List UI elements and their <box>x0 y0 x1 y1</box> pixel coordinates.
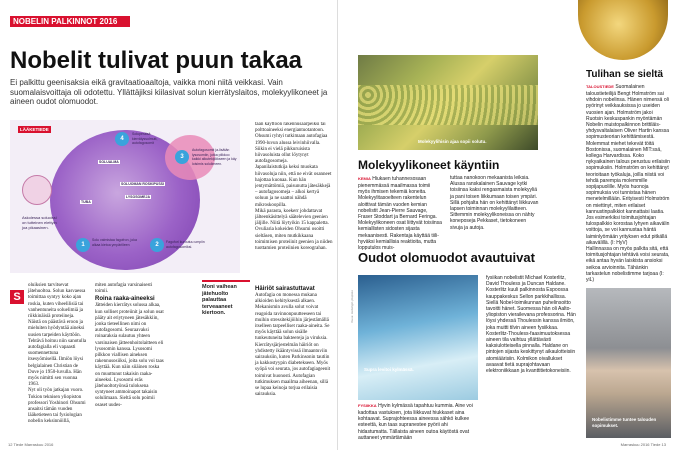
body-column-4 <box>255 285 333 398</box>
page-headline: Nobelit tulivat puun takaa <box>10 47 303 74</box>
section-header: NOBELIN PALKINNOT 2016 <box>10 16 130 27</box>
page-footer: Marraskuu 2016 Tiede 13 <box>620 442 666 447</box>
diagram-note: Soluperäisä kierrätyssolmutt, autofagosomit <box>132 132 158 145</box>
step-marker: 1 <box>76 238 90 252</box>
body-column-1 <box>28 283 88 426</box>
portrait-photo <box>586 288 671 438</box>
paragraph: Tehtävä hoituu niin sanotulla autofagialla eli vapaasti suomennettuna itsesyömisellä. Ilmiön löysi belgialainen Christian de Duve jo 1950-luvulla. Hän myös nimitti sen vuonna 1963. <box>28 338 87 388</box>
paragraph: Hyvin kylmässä tapahtuu kummia. Aine voi kadottaa vastuksen, jota liikkuvat hiukkaset aina kohtaavat. Suprajohteessa aineessa sähkö kulkee esteettä, kun taas supranestee pyörii ahi hidastumatta. Tällaista aineen outoa käytöstä ovat auttaneet ymmärtämään <box>358 403 473 441</box>
lead-paragraph: Ei palkittu geenisaksia eikä gravitaatioaaltoja, vaikka moni niitä veikkasi. Vain suomalaisvoittaja oli odotettu. Yllättäjiksi kiilasivat solun kierrätyslaitos, molekyylikoneet ja aineen oudot olomuodot. <box>10 78 328 106</box>
section2-column-2: fysiikan nobelistit Michael Kosterlitz, David Thouless ja Duncan Haldane. Kosterlitz kuuli palkinnosta Espoossa kauppakeskus Sellon parkkihallissa. Siellä Nobel-toimikunnan puhelinsoitto tavoitti hänet. Suomessa hän oli Aalto-yliopiston vierailevana professorina. Hän löysi yhdessä Thoulessin kanssa ilmiön, joka muitti tilvin aineen fysiikkaa. Kosterlitz-Thouless-faasimuutoksessa aineen tila vaihtuu yllättävästi kaksiulotteisella pinnalla. Haldane on pintojen sijasta keskittynyt aikaulotteisiin atomiäärisiin. Kolmikon oivallukset avaavat tietä suprajohtavaan elektroniikkaan ja kvanttitietokoneisiin. <box>486 275 576 375</box>
paragraph: Suomalainen taloustieteilijä Bengt Holmström sai vihdoin nobelinsa. Hänen nimensä oli pyörinyt veikkauksissa jo useiden vuosien ajan. Holmström jakoi Ruotsin keskuspankin myöntämän Nobelin muistopalkinnon brittiläis-yhdysvaltalaisen Oliver Hartin kanssa sopimusteorian kehittämisestä. Molemmat miehet tekevät töitä Bostonissa, suomalainen MIT:ssä, kollega Harvardissa. Koko nykyaikainen talous perustuu erilaisiin sopimuksiin. Holmström on kehittänyt teorioitaan työkaluja, joilla niistä voi tehdä parempia molemmille sopijapuolille. Myös huonoja sopimuksia voi tunnistaa hänen menetelmillään. Erityisesti Holmström on miettinyt, miten erilaiset kannustinpalkkiot kannattaisi laatia. Jos esimerkiksi toimitusjohtajan tulospalkkio korostaa lyhyen aikavälin voittoja, se voi kannustaa häntä laiminlyömään yrityksen edut pitkällä aikavälillä. (I: HyV) <box>586 84 670 246</box>
step-marker: 4 <box>115 132 129 146</box>
photo-caption: Molekyylihisin ajaa sopii solutu. <box>418 139 487 144</box>
paragraph: Nyt oli työn jatkajan vuoro. Tokion teknisen yliopiston professori Yoshinori Ohsumi ansaitsi tämän vuoden lääketieteen tai fysiologian nobelin keksinnöillä, <box>28 388 86 425</box>
side-article-title: Tulihan se sieltä <box>586 69 664 80</box>
diagram-note: Autofagosomit ja-lisätän lysosomiin, jotka pilkkoo kaikki alkutekijöikseen ja käy loisimis solulimeen. <box>192 148 237 166</box>
diagram-label: TUBA <box>81 200 91 204</box>
photo-caption: Supra levitoi kylmässä. <box>364 367 414 372</box>
body-column-3 <box>255 122 333 282</box>
small-cell-illustration <box>22 175 52 205</box>
section-tag: FYSIIKKA <box>358 403 377 408</box>
paragraph: Hiukaen tuhannesosaan pienemmässä maailmassa toimii myös ihmisen tekemiä koneita. Molekyylitasoelteen rakentelun aloittivat tämän vuoden kemian nobelistit Jean-Pierre Sauvage, Fraser Stoddart ja Bernard Feringa. Molekyylikoneen osat liittyvät toisiinsa kemiallisten sidosten sijasta mekaanisesti. Rakentaja käyttää tiili-hyväksi kemiallisia reaktioita, mutta lopputulos muis- <box>358 176 442 252</box>
step-marker: 2 <box>150 238 164 252</box>
paragraph: Ohsumi ryhtyi tutkimaan autofagiaa 1990-luvun alussa leivinhiivalla. Siikin ei vielä pikkuruisista hiivasoluista ollut löytynyt autofagosomeja. <box>255 134 328 165</box>
diagram-note: Fagofori kuroutuu umpiin autofagosomiksi. <box>166 240 205 249</box>
right-page <box>337 0 674 450</box>
photo-credit: Kuva: Helsingin yliopisto <box>350 290 354 323</box>
nobel-medal-image <box>578 0 668 60</box>
subheading: Häiriöt sairastuttavat <box>255 286 315 292</box>
diagram-tag: LÄÄKETIEDE <box>20 127 49 132</box>
paragraph: oluiksien tarvitsevat jätehuoltoa. Solun kasvaessa toimittaa syntyy koko ajan roskia, kuten viheelilisiä tai vanhentuneita soluelimiä ja riikkinäisiä proteiineja. Näistä on päästävä eroon ja mieluiten hyödyntää aineksi uusien tarpeiden käyttöön. <box>28 283 86 338</box>
levitation-photo <box>358 275 478 400</box>
body-column-2 <box>95 283 165 409</box>
paragraph: Hallinnassa on myös palkita sitä, että toimitusjohtajan tehtävä voisi seurata, eikä antaa hyvän laiskista ansioksi seikoa arvioinnita. Tähänkin tarkastelun nobelistimme tarjoaa (I: yiL) <box>586 246 670 283</box>
pull-quote: Moni vaihean jätehuolto palauttaa terveaaneet kiertoon. <box>202 280 250 317</box>
diagram-label: SOLUOMAN ROSKIPUSSI <box>121 182 164 186</box>
diagram-note: Solu valmistaa fagofron, joka alkaa kietoa ympärilleen <box>92 238 137 247</box>
section1-column-2: tuttaa nanokoon mekaanista leiksia. Alussa ranskalainen Sauvage kytki toisiinsa kaksi rengasmaista molekyyliä ja pani toisen liikkumaan toisen ympäri. Sillä pohjalta hän on kehittänyt liikkuvan lapsen toiminnan molekyylilaitteen. Sittemmin molekyylikoneissa on nähty koneposeja Pekkaset, tietokoneen sivuja ja autoja. <box>450 175 539 231</box>
section-title: Molekyylikoneet käyntiin <box>358 158 500 172</box>
diagram-label: SOLUALMA <box>99 160 119 164</box>
subheading: Roina raaka-aineeksi <box>95 296 155 303</box>
paragraph: Mikä parasta, koekerr johdattavat jälteenkäsittelyä säätelevien geenien jäljille. Niitä löytyikin 15 kappaletta. Ovuliaria kokeiden Ohsumi osoitti sieltäsen, miten mutkikkaana toimimisen proteiinit geenien ja niiden tuottamien proteiinien koreograhan. <box>255 208 333 252</box>
photo-caption: Nobelistimme tuntee talouden sopimukset. <box>592 417 657 428</box>
section-tag: TALOUSTIEDE <box>586 84 614 89</box>
step-marker: 3 <box>175 150 189 164</box>
section1-column-1 <box>358 175 443 251</box>
side-article-text <box>586 83 671 283</box>
drop-cap: S <box>10 290 24 304</box>
paragraph: Autofagia on monessa mukana alkioiden kehityksestä alkaen. Mekanismin avulla solut voivat reagoida ravinnonpuutteeseen tai muihin stressitekijöihin järjestämällä itselleen tarpeelliset raaka-aineita. Se myös käyttää solun sisälle tunkeutuneita bakteereja ja viruksia. Kierrätysjärjestelmän häiriöt on yhdistetty ikääntyvissä ilmaantuviin sairauksiin, kuten Parkinsonin tautiin ja kakkostyypin diabetekseen. Myös syöpä voi seurata, jos autofagiageenit toimivat huonosti. Autofagian tutkimuksen maailma aiheenan, sillä se lupaa keinoja torjua erilaisia sairauksia. <box>255 293 331 398</box>
diagram-side-caption: Askolessa soluoissi on tutteinen elettyin joa pikaasinen. <box>22 215 57 230</box>
section-tag: KEMIA <box>358 176 371 181</box>
section2-column-1 <box>358 402 478 446</box>
diagram-label: LYSOSOMEJA <box>126 195 150 199</box>
paragraph: taan käyttöön rakennusaarpeiksi tai polttoaineeksi energiantuotantoon. <box>255 122 326 134</box>
page-footer: 12 Tiede Marraskuu 2016 <box>8 442 54 447</box>
section-title: Oudot olomuodot avautuivat <box>358 250 535 265</box>
molecule-photo <box>358 55 538 150</box>
paragraph: miten autofagia varsinaisesti toimii. <box>95 283 153 295</box>
paragraph: Jätteiden kierrätys solussa alkaa, kun solliset proteiinit ja solun osat pääty ait eriytyneen jätesäkkiin, jonka tieteellinen nimi on autofagosomi. Seuraavaksi roinaraksia sulautuu yhteen varsinaisen jätteenhoitolaitteen eli lysosomin kanssa. Lysosomi pilkkoo viallisen aineksen rakennusosiiksi, joita solu voi taas käyttää. Kun näin siiäinen roska on muuttunut takaisin raaka-aineeksi. Lysosomi eräs jätehuoltotyönsä tuloksena syntyneet ammoinapot takaisin solulimaan. Sieltä solu poimii osaset uudes- <box>95 303 164 408</box>
paragraph: Japanilaistutkija keksi muokata hiivasoluja niin, että ne eivät osanneet hajottaa kuonaa. Kun hän jentymättömiä, paisunutta jätesäkkejä – autofagosomeja – alkoi kertyä soluun ja ne saattoi nähdä mikroskoopilla. <box>255 165 332 208</box>
